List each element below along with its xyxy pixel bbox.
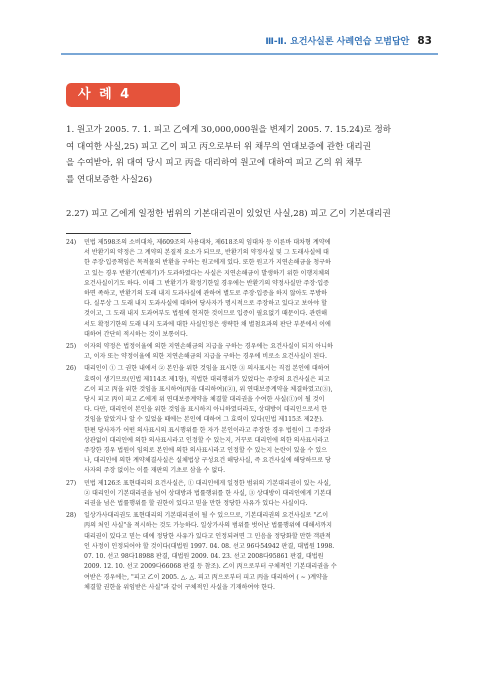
footnote-number: 27) [66, 479, 77, 487]
footnote-line: 하면 족하고, 반환기의 도래 내지 도과사실에 관하여 별도로 주장·입증을 하지 않아도 무방하 [84, 290, 327, 298]
answer-line: 1. 원고가 2005. 7. 1. 피고 乙에게 30,000,000원을 변제기 2005. 7. 15.24)로 정하 [66, 125, 392, 135]
footnote-line: 07. 10. 선고 98다18988 판결, 대법원 2009. 04. 23. 선고 2008다95861 판결, 대법원 [84, 553, 324, 561]
footnote-line: ② 대리인이 기본대리권을 넘어 상대방과 법률행위를 한 사실, ③ 상대방이 대리인에게 기본대 [84, 489, 332, 497]
footnote-line: 고, 이자 또는 약정이율에 의한 지연손해금의 지급을 구하는 경우에 비로소 요건사실이 된다. [84, 353, 327, 361]
footnote-line: 대하여 간단히 적시하는 것이 보통이다. [84, 330, 188, 338]
footnote-number: 24) [66, 239, 77, 246]
footnote-line: 乙이 피고 丙을 위한 것임을 표시하여(丙을 대리하여)(②), 위 연대보증계약을 체결하였고(③), [84, 385, 333, 393]
footnote-body [84, 342, 438, 362]
footnote-line: 서도 확정기한의 도래 내지 도과에 대한 사실인정은 생략한 채 별첨요과의 판단 부분에서 이에 [84, 320, 331, 328]
footnote-line: 丙의 처인 사실"을 적시하는 것도 가능하다. 일상가사의 범위를 벗어난 법률행위에 대해서까지 [84, 522, 333, 530]
footnote-line: 것임을 알았거나 알 수 있었을 때에는 본인에 대하여 그 효력이 있다(민법 제115조 제2문). [84, 416, 324, 424]
running-header [265, 34, 432, 47]
footnote-line: 체결할 권한을 위임받은 사실"과 같이 구체적인 사실을 기재하여야 한다. [84, 583, 275, 591]
answer-item-1 [66, 122, 436, 188]
footnote-line: 상관없이 대리인에 의한 의사표시라고 인정할 수 있는지, 거꾸로 대리인에 의한 의사표시라고 [84, 436, 329, 444]
footnote-body [84, 364, 438, 476]
footnote-line: 나, 대리인에 의한 계약체결사실은 실체법상 구성요건 해당사실, 즉 요건사실에 해당하므로 당 [84, 457, 331, 465]
footnote-line: 일상가사대리권도 표현대리의 기본대리권이 될 수 있으므로, 기본대리권의 요건사실로 "乙이 [84, 512, 329, 520]
footnote-body [84, 479, 438, 510]
footnote-body [84, 511, 438, 593]
footnote-line: 사자의 주장 없이는 이를 재판의 기초로 삼을 수 없다. [84, 467, 226, 475]
footnote-line: 민법 제126조 표현대리의 요건사실은, ① 대리인에게 일정한 범위의 기본대리권이 있는 사실, [84, 479, 331, 487]
header-rule [61, 53, 438, 55]
footnote-line: 대리인이 ① 그 권한 내에서 ② 본인을 위한 것임을 표시한 ③ 의사표시는 직접 본인에 대하여 [84, 365, 330, 373]
answer-line: 을 수여받아, 위 대여 당시 피고 丙을 대리하여 원고에 대하여 피고 乙의 위 채무 [66, 158, 363, 168]
footnote [66, 479, 438, 510]
footnote-line: 당시 피고 丙이 피고 乙에게 위 연대보증계약을 체결할 대리권을 수여한 사실(①)이 될 것이 [84, 396, 325, 404]
footnote-line: 여받은 경우에는, "피고 乙이 2005. △. △. 피고 丙으로부터 피고 丙을 대리하여 ( ~ )계약을 [84, 573, 328, 581]
answer-line: 를 연대보증한 사실26) [66, 174, 153, 185]
footnote-line: 이자의 약정은 법정이율에 의한 지연손해금의 지급을 구하는 경우에는 요건사실이 되지 아니하 [84, 343, 333, 351]
footnote [66, 342, 438, 362]
footnote-line: 리권을 넘은 법률행위를 할 권한이 있다고 믿을 만한 정당한 사유가 있다는 사실이다. [84, 500, 308, 508]
footnote-line: 인 사정이 인정되어야 할 것이다(대법원 1997. 04. 08. 선고 96다54942 판결, 대법원 1998. [84, 542, 335, 550]
case-badge: 사 례 4 [66, 83, 180, 107]
footnote [66, 238, 438, 340]
footnote-line: 고 있는 경우 반환기(변제기)가 도과하였다는 사실은 지연손해금이 발생하기 위한 이행지체의 [84, 269, 330, 277]
footnote-number: 28) [66, 512, 77, 520]
section-title: Ⅲ-Ⅱ. 요건사실론 사례연습 모범답안 [265, 37, 410, 47]
footnote-line: 효력이 생기므로(민법 제114조 제1항), 직법한 대리행위가 있었다는 주장의 요건사실은 피고 [84, 375, 330, 383]
page-number: 83 [417, 34, 432, 47]
footnote-number: 26) [66, 365, 77, 373]
footnote-line: 민법 제598조의 소비대차, 제609조의 사용대차, 제618조의 임대차 등 이른바 대차형 계약에 [84, 239, 331, 246]
footnote-line: 2009. 12. 10. 선고 2009다66068 판결 등 참조). 乙이 丙으로부터 구체적인 기본대리권을 수 [84, 563, 337, 571]
footnote-body [84, 238, 438, 340]
footnote-line: 다. 실무상 그 도래 내지 도과사실에 대하여 당사자가 명시적으로 주장하고 있다고 보아야 할 [84, 300, 327, 308]
footnote-line: 서 반환기의 약정은 그 계약의 본질적 요소가 되므로, 반환기의 약정사실 및 그 도래사실에 대 [84, 249, 329, 257]
answer-line: 여 대여한 사실,25) 피고 乙이 피고 丙으로부터 위 채무의 연대보증에 관한 대리권 [66, 141, 372, 152]
footnote-line: 주장한 경우 법원이 임의로 본인에 의한 의사표시라고 인정할 수 있는지 논란이 있을 수 있으 [84, 447, 327, 455]
footnote-line: 것이고, 그 도래 내지 도과여부도 법원에 현저한 것이므로 입증이 필요없기 때문이다. 관련해 [84, 310, 327, 318]
footnote-number: 25) [66, 343, 77, 351]
footnote-rule [66, 233, 191, 234]
footnote-line: 한 주장·입증책임은 목적물의 반환을 구하는 원고에게 있다. 또한 원고가 지연손해금을 청구하 [84, 259, 331, 267]
footnote-line: 다. 다만, 대리인이 본인을 위한 것임을 표시하지 아니하였더라도, 상대방이 대리인으로서 한 [84, 406, 327, 414]
footnote [66, 511, 438, 593]
answer-item-2: 2.27) 피고 乙에게 일정한 범위의 기본대리권이 있었던 사실,28) 피고 乙이 기본대리권 [66, 209, 391, 219]
footnote-line: 요건사실이기도 하다. 이때 그 반환기가 확정기한일 경우에는 반환기의 약정사실만 주장·입증 [84, 279, 329, 287]
footnote-line: 대리권이 있다고 믿는 데에 정당한 사유가 있다고 인정되려면 그 민음을 정당화할 만한 객관적 [84, 532, 331, 540]
footnotes [66, 238, 438, 595]
footnote [66, 364, 438, 476]
footnote-line: 한편 당사자가 어떤 의사표시의 표시행위를 한 자가 본인이라고 주장한 경우 법원이 그 주장과 [84, 426, 331, 434]
